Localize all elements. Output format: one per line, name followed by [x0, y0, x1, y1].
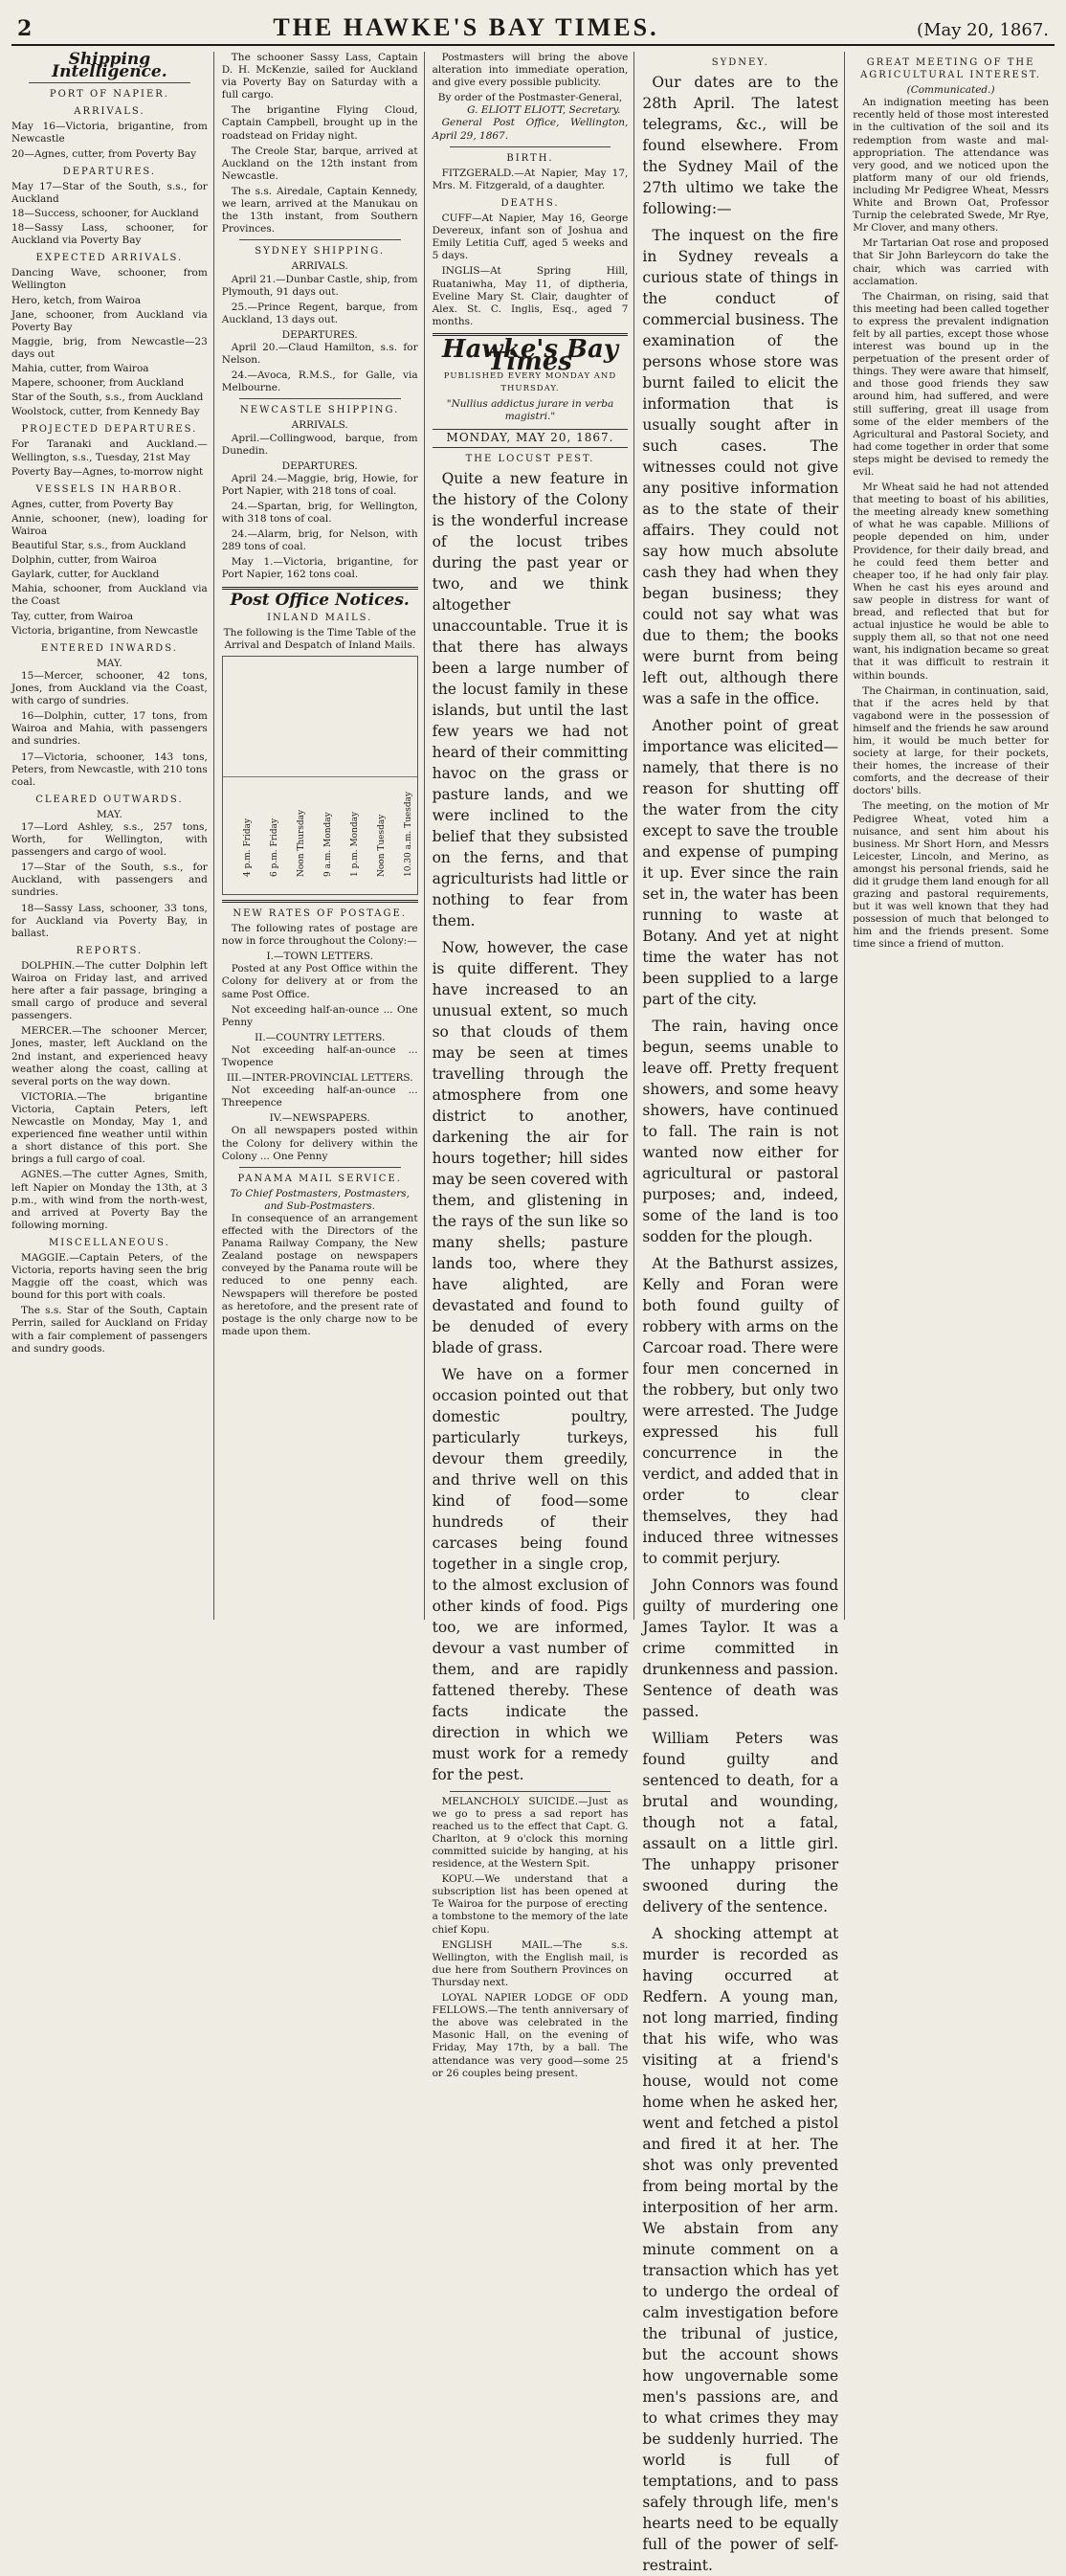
list-item: For Taranaki and Auckland.—Wellington, s.s., Tuesday, 21st May [11, 438, 208, 463]
rate-heading: III.—INTER-PROVINCIAL LETTERS. [226, 1072, 413, 1085]
local-news-paragraph: LOYAL NAPIER LODGE OF ODD FELLOWS.—The tenth anniversary of the above was celebrated in the Masonic Hall, on the evening of Friday, May 17th, by a ball. The attendance was very good—some 25 or 26 couples being present. [432, 1992, 629, 2079]
list-item: May 1.—Victoria, brigantine, for Port Napier, 162 tons coal. [221, 556, 418, 581]
divider [239, 398, 401, 399]
column-notices [222, 52, 425, 1620]
table-cell: 9 a.m. Monday [322, 812, 333, 877]
sydney-paragraph: Our dates are to the 28th April. The latest telegrams, &c., will be found elsewhere. From the Sydney Mail of the 27th ultimo we take the following:— [642, 74, 839, 218]
list-item: 18—Success, schooner, for Auckland [11, 207, 199, 219]
list-item: May 17—Star of the South, s.s., for Auckland [11, 180, 208, 205]
subheading: DEPARTURES. [281, 459, 358, 472]
list-item: Dancing Wave, schooner, from Wellington [11, 267, 208, 292]
misc-paragraph: The s.s. Star of the South, Captain Perrin, sailed for Auckland on Friday with a fair complement of passengers and sundry goods. [11, 1305, 208, 1355]
sydney-paragraph: The inquest on the fire in Sydney reveals a curious state of things in the conduct of commercial business. The examination of the persons whose store was burnt failed to elicit the information that is usually sought after in such cases. The witnesses could not give any positive information as to the state of their affairs. They could not say how much absolute cash they had when they began business; they could not say what was due to them; the books were burnt from being left out, although there was a safe in the office. [642, 227, 839, 708]
published-line: PUBLISHED EVERY MONDAY AND THURSDAY. [443, 371, 617, 394]
table-cell: 10.30 a.m. Tuesday [403, 791, 413, 877]
local-news-paragraph: ENGLISH MAIL.—The s.s. Wellington, with the English mail, is due here from Southern Provinces on Thursday next. [432, 1938, 629, 1988]
list-item: Agnes, cutter, from Poverty Bay [11, 498, 174, 510]
list-item: Tay, cutter, from Wairoa [11, 610, 134, 622]
report-paragraph: MERCER.—The schooner Mercer, Jones, master, left Auckland on the 2nd instant, and experienced heavy weather along the coast, calling at several ports on the way down. [11, 1025, 208, 1087]
list-item: Jane, schooner, from Auckland via Poverty Bay [11, 308, 208, 333]
expected-heading: EXPECTED ARRIVALS. [35, 253, 184, 264]
reports-heading: REPORTS. [76, 945, 144, 956]
notice-signature: G. ELIOTT ELIOTT, Secretary. [467, 104, 621, 117]
cleared-heading: CLEARED OUTWARDS. [35, 794, 184, 805]
report-paragraph: DOLPHIN.—The cutter Dolphin left Wairoa on Friday last, and arrived here after a fair passage, bringing a small cargo of produce and several passengers. [11, 959, 208, 1022]
list-item: 17—Lord Ashley, s.s., 257 tons, Worth, for Wellington, with passengers and cargo of wool. [11, 820, 208, 859]
list-item: April 21.—Dunbar Castle, ship, from Plymouth, 91 days out. [221, 273, 418, 298]
list-item: Mapere, schooner, from Auckland [11, 377, 185, 390]
leader-heading: THE LOCUST PEST. [465, 453, 595, 464]
list-item: Beautiful Star, s.s., from Auckland [11, 540, 187, 552]
list-item: Mahia, cutter, from Wairoa [11, 362, 149, 374]
rate-heading: I.—TOWN LETTERS. [266, 951, 373, 963]
birth-notice: FITZGERALD.—At Napier, May 17, Mrs. M. Fitzgerald, of a daughter. [432, 167, 629, 191]
table-cell: Noon Thursday [296, 809, 306, 877]
paper-motto: "Nullius addictus jurare in verba magistri." [446, 398, 614, 423]
leader-paragraph: Now, however, the case is quite different. They have increased to an unusual extent, so much so that clouds of them may be seen at times travelling through the atmosphere from one district to another, darkening the air for hours together; hill sides may be seen covered with them, and glistening in the rays of the sun like so many shells; pasture lands too, where they have alighted, are devastated and found to be denuded of every blade of grass. [432, 938, 629, 1356]
list-item: Poverty Bay—Agnes, to-morrow night [11, 465, 204, 478]
report-paragraph: AGNES.—The cutter Agnes, Smith, left Napier on Monday the 13th, at 3 p.m., with wind from the north-west, and arrived at Poverty Bay the following morning. [11, 1169, 208, 1231]
notice-office: General Post Office, Wellington, April 29, 1867. [432, 117, 629, 142]
notice-paragraph: The Creole Star, barque, arrived at Auckland on the 12th instant from Newcastle. [221, 145, 418, 182]
paper-nameplate: Hawke's Bay Times [442, 334, 618, 376]
subheading: DEPARTURES. [281, 328, 358, 341]
divider [29, 82, 190, 83]
notice-paragraph: The brigantine Flying Cloud, Captain Campbell, brought up in the roadstead on Friday night. [221, 104, 418, 142]
sydney-paragraph: The rain, having once begun, seems unable to leave off. Pretty frequent showers, and some heavy showers, have continued to fall. The rain is not wanted now either for agricultural or pastoral purposes; and, indeed, some of the land is too sodden for the plough. [642, 1018, 839, 1246]
rates-note: The following rates of postage are now in force throughout the Colony:— [221, 923, 418, 948]
issue-date: (May 20, 1867. [917, 20, 1049, 40]
inland-mails-note: The following is the Time Table of the Arrival and Despatch of Inland Mails. [223, 626, 416, 651]
agricultural-subheading: (Communicated.) [906, 84, 995, 97]
rate-line: Not exceeding half-an-ounce ... Threepence [221, 1085, 418, 1109]
list-item: 18—Sassy Lass, schooner, 33 tons, for Auckland via Poverty Bay, in ballast. [11, 902, 208, 939]
vessels-heading: VESSELS IN HARBOR. [35, 483, 184, 495]
list-item: Hero, ketch, from Wairoa [11, 294, 142, 306]
birth-heading: BIRTH. [506, 152, 554, 164]
cleared-month: MAY. [96, 808, 122, 820]
local-news-paragraph: KOPU.—We understand that a subscription list has been opened at Te Wairoa for the purpose of erecting a tombstone to the memory of the late chief Kopu. [432, 1873, 629, 1936]
column-shipping [11, 52, 214, 1620]
double-rule [222, 900, 418, 903]
list-item: 17—Star of the South, s.s., for Auckland, with passengers and sundries. [11, 862, 208, 899]
list-item: April 20.—Claud Hamilton, s.s. for Nelson. [221, 341, 418, 367]
subheading: ARRIVALS. [291, 260, 348, 273]
list-item: 17—Victoria, schooner, 143 tons, Peters, from Newcastle, with 210 tons coal. [11, 750, 208, 788]
divider [450, 146, 611, 147]
column-sydney [642, 52, 845, 2575]
list-item: Gaylark, cutter, for Auckland [11, 569, 160, 581]
table-cell: 6 p.m. Friday [269, 818, 279, 877]
agricultural-paragraph: An indignation meeting has been recently held of those most interested in the cultivation of the soil and its redemption from waste and mal-appropriation. The attendance was very good, and we noticed upon the platform many of our old friends, including Mr Pedigree Wheat, Messrs White and Brown Oat, Professor Turnip the celebrated Swede, Mr Rye, Mr Clover, and many others. [853, 97, 1049, 235]
panama-paragraph: In consequence of an arrangement effected with the Directors of the Panama Railway Company, the New Zealand postage on newspapers conveyed by the Panama route will be reduced to one penny each. Newspapers will therefore be posted as heretofore, and the present rate of postage is the only charge now to be made upon them. [221, 1213, 418, 1337]
editorial-date: MONDAY, MAY 20, 1867. [433, 429, 629, 447]
page-number: 2 [17, 16, 33, 41]
columns [11, 50, 1055, 2575]
sydney-paragraph: A shocking attempt at murder is recorded as having occurred at Redfern. A young man, not long married, finding that his wife, who was visiting at a friend's house, would not come home when he asked her, went and fetched a pistol and fired it at her. The shot was only prevented from being mortal by the interposition of her arm. We abstain from any minute comment on a transaction which has yet to undergo the ordeal of calm investigation before the tribunal of justice, but the account shows how ungovernable some men's passions are, and to what crimes they may be suddenly hurried. The world is full of temptations, and to pass safely through life, men's hearts need to be equally full of the power of self-restraint. [642, 1925, 839, 2575]
misc-paragraph: MAGGIE.—Captain Peters, of the Victoria, reports having seen the brig Maggie off the coast, which was bound for this port with coals. [11, 1251, 208, 1302]
deaths-heading: DEATHS. [500, 197, 560, 209]
sydney-heading: SYDNEY. [711, 57, 769, 68]
table-cell: 4 p.m. Friday [242, 818, 253, 877]
list-item: 16—Dolphin, cutter, 17 tons, from Wairoa and Mahia, with passengers and sundries. [11, 710, 208, 748]
panama-subheading: To Chief Postmasters, Postmasters, and Sub-Postmasters. [230, 1187, 410, 1212]
entered-heading: ENTERED INWARDS. [40, 642, 178, 654]
notice-paragraph: The schooner Sassy Lass, Captain D. H. McKenzie, sailed for Auckland via Poverty Bay on Saturday with a full cargo. [221, 52, 418, 101]
newcastle-shipping-heading: NEWCASTLE SHIPPING. [240, 405, 400, 416]
arrivals-heading: ARRIVALS. [74, 106, 145, 118]
divider [450, 1791, 611, 1792]
post-office-heading: Post Office Notices. [230, 590, 410, 610]
rate-line: On all newspapers posted within the Colony for delivery within the Colony ... One Penny [221, 1125, 418, 1162]
column-agricultural [853, 52, 1055, 1620]
rate-line: Posted at any Post Office within the Colony for delivery at or from the same Post Office. [221, 963, 418, 1000]
list-item: 15—Mercer, schooner, 42 tons, Jones, from Auckland via the Coast, with cargo of sundries. [11, 669, 208, 707]
entered-month: MAY. [96, 657, 122, 669]
double-rule [222, 587, 418, 590]
panama-heading: PANAMA MAIL SERVICE. [237, 1173, 402, 1184]
inland-mails-heading: INLAND MAILS. [267, 612, 373, 623]
list-item: 25.—Prince Regent, barque, from Auckland, 13 days out. [221, 301, 418, 325]
list-item: Maggie, brig, from Newcastle—23 days out [11, 335, 208, 360]
column-editorial [432, 52, 635, 2079]
agricultural-paragraph: The Chairman, on rising, said that this meeting had been called together to express the prevalent indignation felt by all parties, except those whose interest was bound up in the perpetuation of the present order of things. They were aware that himself, and those good friends they saw around him, had suffered, and were still suffering, great ill usage from some of the elder members of the Agricultural and Pastoral Society, and had come together in order that some steps might be devised to remedy the evil. [853, 290, 1049, 478]
list-item: May 16—Victoria, brigantine, from Newcastle [11, 121, 208, 146]
notice-paragraph: Postmasters will bring the above alteration into immediate operation, and give every possible publicity. [432, 52, 629, 89]
list-item: 24.—Spartan, brig, for Wellington, with 318 tons of coal. [221, 501, 418, 526]
agricultural-paragraph: The meeting, on the motion of Mr Pedigree Wheat, voted him a nuisance, and sent him about his business. Mr Short Horn, and Messrs Leicester, Lincoln, and Merino, as amongst his personal friends, said he did it grudge them land enough for all grazing and pastoral requirements, but it was well known that they had possession of much that belonged to him and the friends present. Some time since a friend of mutton. [853, 800, 1049, 951]
rate-line: Not exceeding half-an-ounce ... Twopence [221, 1043, 418, 1068]
port-heading: PORT OF NAPIER. [49, 89, 169, 101]
rate-heading: IV.—NEWSPAPERS. [269, 1112, 370, 1125]
list-item: Mahia, schooner, from Auckland via the Coast [11, 583, 208, 608]
agricultural-paragraph: Mr Tartarian Oat rose and proposed that Sir John Barleycorn do take the chair, which was carried with acclamation. [853, 237, 1049, 287]
rate-line: Not exceeding half-an-ounce ... One Penny [221, 1003, 418, 1028]
list-item: 18—Sassy Lass, schooner, for Auckland via Poverty Bay [11, 222, 208, 247]
list-item: 24.—Avoca, R.M.S., for Galle, via Melbourne. [221, 370, 418, 394]
report-paragraph: VICTORIA.—The brigantine Victoria, Captain Peters, left Newcastle on Monday, May 1, and experienced fine weather until within a short distance of this port. She brings a full cargo of coal. [11, 1090, 208, 1166]
list-item: April 24.—Maggie, brig, Howie, for Port Napier, with 218 tons of coal. [221, 472, 418, 497]
agricultural-paragraph: Mr Wheat said he had not attended that meeting to boast of his abilities, the meeting already knew something of what he was capable. Millions of people depended on him, under Providence, for their daily bread, and he could feed them better and cheaper too, if he had only fair play. When he cast his eyes around and saw people in distress for want of bread, and reflected that but for actual injustice he would be able to supply them all, so that not one need want, his indignation became so great that it was difficult to restrain it within bounds. [853, 482, 1049, 682]
death-notice: CUFF—At Napier, May 16, George Devereux, infant son of Joshua and Emily Letitia Cuff, aged 5 weeks and 5 days. [432, 213, 629, 262]
list-item: Dolphin, cutter, from Wairoa [11, 554, 157, 567]
shipping-heading: Shipping Intelligence. [52, 50, 167, 82]
postage-rates-heading: NEW RATES OF POSTAGE. [233, 907, 407, 919]
agricultural-heading: GREAT MEETING OF THE AGRICULTURAL INTEREST. [860, 57, 1042, 81]
misc-heading: MISCELLANEOUS. [48, 1237, 170, 1248]
agricultural-paragraph: The Chairman, in continuation, said, that if the acres held by that vagabond were in the possession of himself and the friends he saw around him, it would be much better for society at large, for their pockets, their homes, the increase of their comforts, and the decrease of their doctors' bills. [853, 684, 1049, 797]
sydney-shipping-heading: SYDNEY SHIPPING. [255, 246, 386, 258]
list-item: Victoria, brigantine, from Newcastle [11, 624, 198, 637]
local-news-paragraph: MELANCHOLY SUICIDE.—Just as we go to press a sad report has reached us to the effect that Capt. G. Charlton, at 9 o'clock this morning committed suicide by hanging, at his residence, at the Western Spit. [432, 1795, 629, 1870]
subheading: ARRIVALS. [291, 419, 348, 432]
departures-heading: DEPARTURES. [62, 166, 157, 177]
notice-paragraph: The s.s. Airedale, Captain Kennedy, we learn, arrived at the Manukau on the 13th instant, from Southern Provinces. [221, 185, 418, 235]
notice-order: By order of the Postmaster-General, [437, 92, 623, 104]
table-divider [223, 776, 417, 777]
list-item: Woolstock, cutter, from Kennedy Bay [11, 406, 200, 418]
table-cell: Noon Tuesday [376, 814, 387, 877]
masthead [11, 13, 1055, 46]
list-item: Star of the South, s.s., from Auckland [11, 392, 204, 404]
sydney-paragraph: At the Bathurst assizes, Kelly and Foran were both found guilty of robbery with arms on the Carcoar road. There were four men concerned in the robbery, but only two were arrested. The Judge expressed his full concurrence in the verdict, and added that in order to clear themselves, they had induced three witnesses to commit perjury. [642, 1255, 839, 1568]
list-item: Annie, schooner, (new), loading for Wairoa [11, 512, 208, 537]
sydney-paragraph: John Connors was found guilty of murdering one James Taylor. It was a crime committed in drunkenness and passion. Sentence of death was passed. [642, 1577, 839, 1721]
death-notice: INGLIS—At Spring Hill, Ruataniwha, May 11, of diptheria, Eveline Mary St. Clair, daughter of Alex. St. C. Inglis, Esq., aged 7 months. [432, 265, 629, 327]
sydney-paragraph: William Peters was found guilty and sentenced to death, for a brutal and wounding, though not a fatal, assault on a little girl. The unhappy prisoner swooned during the delivery of the sentence. [642, 1730, 839, 1916]
mail-timetable [222, 656, 418, 895]
leader-body [433, 468, 629, 1785]
table-cell: 1 p.m. Monday [349, 811, 360, 877]
list-item: 24.—Alarm, brig, for Nelson, with 289 tons of coal. [221, 528, 418, 553]
projected-heading: PROJECTED DEPARTURES. [21, 424, 198, 436]
list-item: 20—Agnes, cutter, from Poverty Bay [11, 147, 197, 160]
divider [239, 239, 401, 240]
newspaper-title: THE HAWKE'S BAY TIMES. [273, 13, 659, 41]
sydney-paragraph: Another point of great importance was elicited—namely, that there is no reason for shutting off the water from the city except to save the trouble and expense of pumping it up. Ever since the rain set in, the water has been running to waste at Botany. And yet at night time the water has not been supplied to a large part of the city. [642, 717, 839, 1009]
divider [239, 1167, 401, 1168]
leader-paragraph: We have on a former occasion pointed out that domestic poultry, particularly turkeys, devour them greedily, and thrive well on this kind of food—some hundreds of their carcases being found together in a single crop, to the almost exclusion of other kinds of food. Pigs too, we are informed, devour a vast number of them, and are rapidly fattened thereby. These facts indicate the direction in which we must work for a remedy for the pest. [432, 1365, 629, 1783]
sydney-lead [642, 72, 838, 2576]
leader-paragraph: Quite a new feature in the history of the Colony is the wonderful increase of the locust tribes during the past year or two, and we think altogether unaccountable. True it is that there has always been a large number of the locust family in these islands, but until the last few years we had not heard of their committing havoc on the grass or pasture lands, and we were inclined to the belief that they subsisted on the ferns, and that agriculturists had little or nothing to fear from them. [432, 469, 629, 930]
rate-heading: II.—COUNTRY LETTERS. [255, 1031, 386, 1043]
list-item: April.—Collingwood, barque, from Dunedin. [221, 432, 418, 457]
